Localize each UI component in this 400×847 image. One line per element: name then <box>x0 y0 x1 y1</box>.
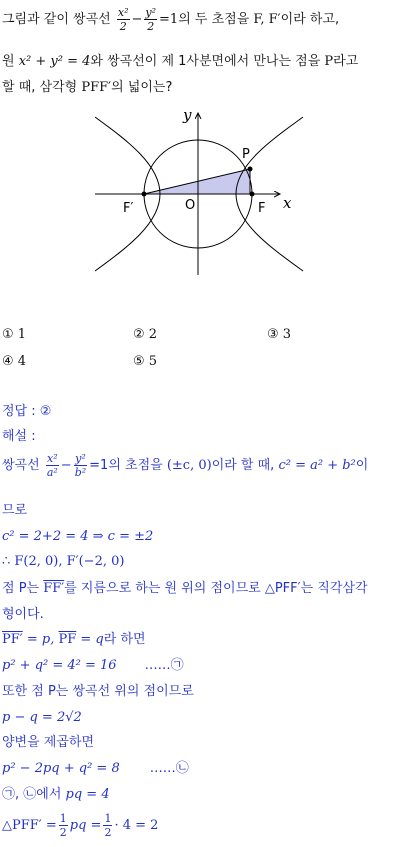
solution-line-7: PF′ = p, $\overline{PF} = q$라 하면 <box>2 632 146 647</box>
solution-line-13: ㉠, ㉡에서 pq = 4 <box>2 787 110 802</box>
point-P <box>248 167 253 172</box>
circle-equation: x² + y² = 4 <box>18 54 91 69</box>
explain-label: 해설 : <box>2 429 36 444</box>
choice-2[interactable]: ② 2 <box>133 327 158 342</box>
solution-line-6: 형이다. <box>2 607 44 622</box>
solution-line-3: c² = 2+2 = 4 ⇒ c = ±2 <box>2 529 154 544</box>
solution-line-14: △PFF′ = $\frac{1}{2}$ pq = $\frac{1}{2}$ · 4 = 2 <box>2 812 159 839</box>
y-axis-label: y <box>183 106 192 124</box>
fraction-x2-over-2: $\frac{\text{x²}}{2}$ <box>117 6 129 33</box>
x-axis-label: x <box>283 194 292 212</box>
question-line-1: 그림과 같이 쌍곡선 $\frac{\text{x²}}{2}$ − $\frac{\text{y²}}{2}$ =1의 두 초점을 F, F′이라 하고, <box>2 6 340 33</box>
choice-5[interactable]: ⑤ 5 <box>133 354 158 369</box>
hyperbola-circle-figure <box>95 103 305 278</box>
point-Fprime <box>142 192 147 197</box>
solution-line-9: 또한 점 P는 쌍곡선 위의 점이므로 <box>2 684 194 699</box>
solution-line-5: 점 P는 FF′를 지름으로 하는 원 위의 점이므로 △PFF′는 직각삼각 <box>2 581 368 596</box>
solution-line-12: p² − 2pq + q² = 8 ……㉡ <box>2 761 189 776</box>
question-line-2: 원 x² + y² = 4와 쌍곡선이 제 1사분면에서 만나는 점을 P라고 <box>2 54 359 69</box>
solution-line-10: p − q = 2√2 <box>2 710 82 725</box>
answer-line: 정답 : ② <box>2 404 52 419</box>
question-line-3: 할 때, 삼각형 PFF′의 넓이는? <box>2 80 173 95</box>
label-P: P <box>242 147 250 162</box>
solution-line-11: 양변을 제곱하면 <box>2 735 95 750</box>
solution-line-2: 므로 <box>2 503 28 518</box>
point-F <box>250 192 255 197</box>
minus-sign: − <box>131 12 143 27</box>
solution-line-4: ∴ F(2, 0), F′(−2, 0) <box>2 554 125 569</box>
label-O: O <box>185 198 196 213</box>
choice-4[interactable]: ④ 4 <box>2 354 27 369</box>
label-Fprime: F′ <box>123 201 134 216</box>
choice-1[interactable]: ① 1 <box>2 327 27 342</box>
label-F: F <box>258 201 266 216</box>
fraction-y2-over-2: $\frac{\text{y²}}{2}$ <box>145 6 157 33</box>
solution-line-8: p² + q² = 4² = 16 ……㉠ <box>2 658 184 673</box>
solution-line-1: 쌍곡선 $\frac{\text{x²}}{\text{a²}}$ − $\frac{\text{y²}}{\text{b²}}$ =1의 초점을 (±c, 0)이라 할 때, c² = a² + b²이 <box>2 452 369 479</box>
choice-3[interactable]: ③ 3 <box>267 327 292 342</box>
question-text: 그림과 같이 쌍곡선 <box>2 12 111 27</box>
